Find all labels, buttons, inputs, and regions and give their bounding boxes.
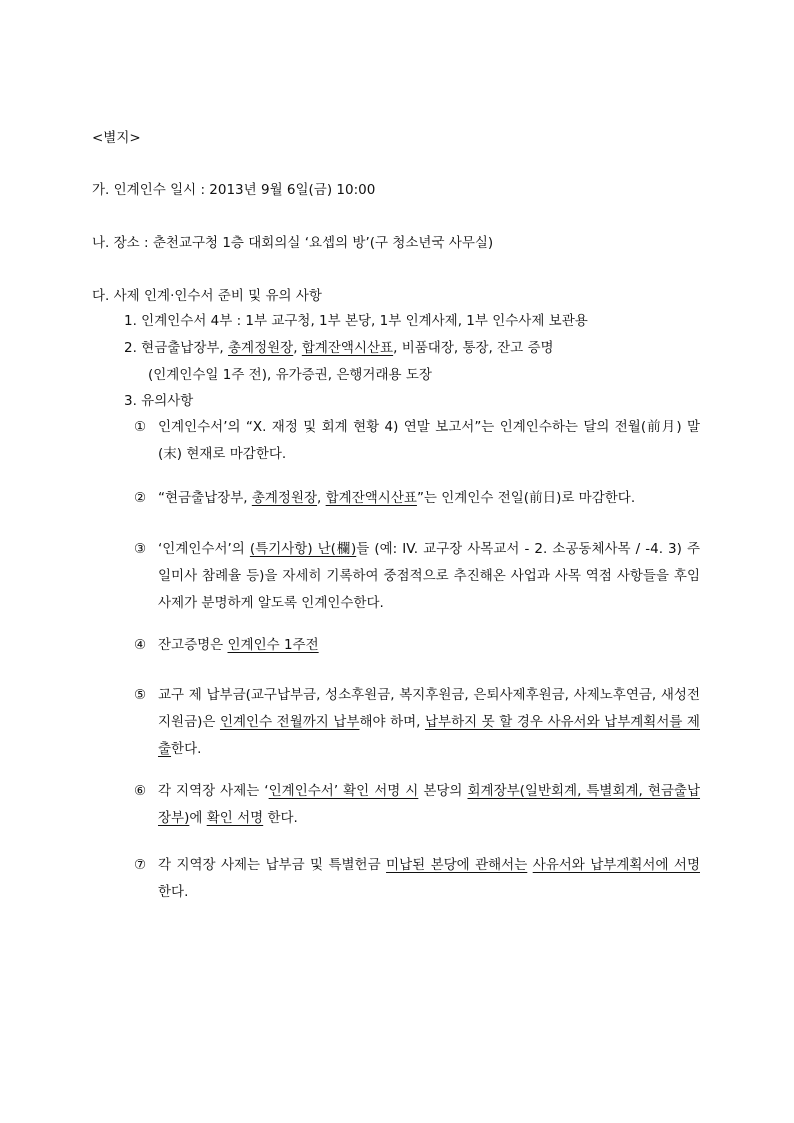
note-5-part-c: 해야 하며, — [359, 714, 425, 730]
note-7-unpaid-parish: 미납된 본당에 관해서는 — [386, 857, 528, 873]
list-item-2-part-e: , 비품대장, 통장, 잔고 증명 — [393, 340, 554, 356]
note-6-part-e: 에 — [189, 810, 207, 826]
note-6-sign: 확인 서명 — [206, 810, 264, 826]
note-6-number: ⑥ — [134, 783, 147, 799]
note-7-number: ⑦ — [134, 857, 147, 873]
note-5 — [134, 682, 700, 763]
note-5-part-a: 교구 제 납부금(교구납부금, 성소후원금, 복지후원금, 은퇴사제후원금, 사제노후연금, 새성전지원금)은 — [158, 687, 700, 730]
note-2-sep: , — [317, 490, 326, 506]
note-5-number: ⑤ — [134, 687, 147, 703]
note-6-part-a: 각 지역장 사제는 ‘ — [158, 783, 269, 799]
note-3-part-a: ‘인계인수서’의 — [158, 541, 250, 557]
note-4-number: ④ — [134, 637, 147, 653]
note-4 — [134, 632, 700, 659]
note-3-part-c: 들 (예: IV. 교구장 사목교서 - 2. 소공동체사목 / -4. 3) 주일미사 참례율 등)을 자세히 기록하여 중점적으로 추진해온 사업과 사목 역점 사항들을 후임사제가 분명하게 알도록 인계인수한다. — [158, 541, 700, 611]
section-na-location: 나. 장소 : 춘천교구청 1층 대회의실 ‘요셉의 방’(구 청소년국 사무실) — [92, 235, 494, 251]
note-4-one-week-before: 인계인수 1주전 — [227, 637, 319, 653]
list-item-3: 3. 유의사항 — [124, 393, 194, 409]
note-1-text: 인계인수서’의 “X. 재정 및 회계 현황 4) 연말 보고서”는 인계인수하는 달의 전월(前月) 말(末) 현재로 마감한다. — [158, 419, 700, 462]
note-6-account-books: 회계장부(일반회계, 특별회계, 현금출납장부) — [158, 783, 701, 826]
note-6 — [134, 778, 700, 832]
note-6-confirm-signature: 인계인수서’ 확인 서명 시 — [268, 783, 419, 799]
section-ga-datetime: 가. 인계인수 일시 : 2013년 9월 6일(금) 10:00 — [92, 182, 376, 198]
note-7-sign-documents: 사유서와 납부계획서에 서명 — [532, 857, 700, 873]
note-2-part-e: ”는 인계인수 전일(前日)로 마감한다. — [416, 490, 636, 506]
note-2-ledger: 총계정원장 — [251, 490, 318, 506]
note-3-remarks-column: (특기사항) 난(欄) — [249, 541, 357, 557]
note-5-pay-deadline: 인계인수 전월까지 납부 — [219, 714, 360, 730]
note-6-part-c: 본당의 — [418, 783, 468, 799]
note-1-number: ① — [134, 419, 147, 435]
note-5-part-e: 한다. — [171, 741, 202, 757]
attachment-header: <별지> — [92, 130, 141, 146]
list-item-2-trial-balance: 합계잔액시산표 — [301, 340, 394, 356]
note-5-submit-plan: 납부하지 못 할 경우 사유서와 납부계획서를 제출 — [158, 714, 700, 757]
note-2-number: ② — [134, 490, 147, 506]
list-item-2 — [124, 338, 554, 358]
list-item-2-ledger: 총계정원장 — [228, 340, 294, 356]
note-2-trial-balance: 합계잔액시산표 — [325, 490, 417, 506]
note-2-part-a: “현금출납장부, — [158, 490, 252, 506]
note-4-part-a: 잔고증명은 — [158, 637, 228, 653]
note-7-part-a: 각 지역장 사제는 납부금 및 특별헌금 — [158, 857, 387, 873]
note-2 — [134, 485, 700, 512]
list-item-2-sep: , — [293, 340, 302, 356]
section-da-heading: 다. 사제 인계·인수서 준비 및 유의 사항 — [92, 288, 322, 304]
note-6-part-g: 한다. — [263, 810, 298, 826]
list-item-2-part-a: 2. 현금출납장부, — [124, 340, 228, 356]
list-item-1: 1. 인계인수서 4부 : 1부 교구청, 1부 본당, 1부 인계사제, 1부 인수사제 보관용 — [124, 313, 588, 329]
note-3-number: ③ — [134, 541, 147, 557]
note-3 — [134, 536, 700, 617]
note-1 — [134, 414, 700, 468]
note-7-part-e: 한다. — [158, 884, 189, 900]
list-item-2-continuation: (인계인수일 1주 전), 유가증권, 은행거래용 도장 — [148, 367, 432, 383]
note-7 — [134, 852, 700, 906]
